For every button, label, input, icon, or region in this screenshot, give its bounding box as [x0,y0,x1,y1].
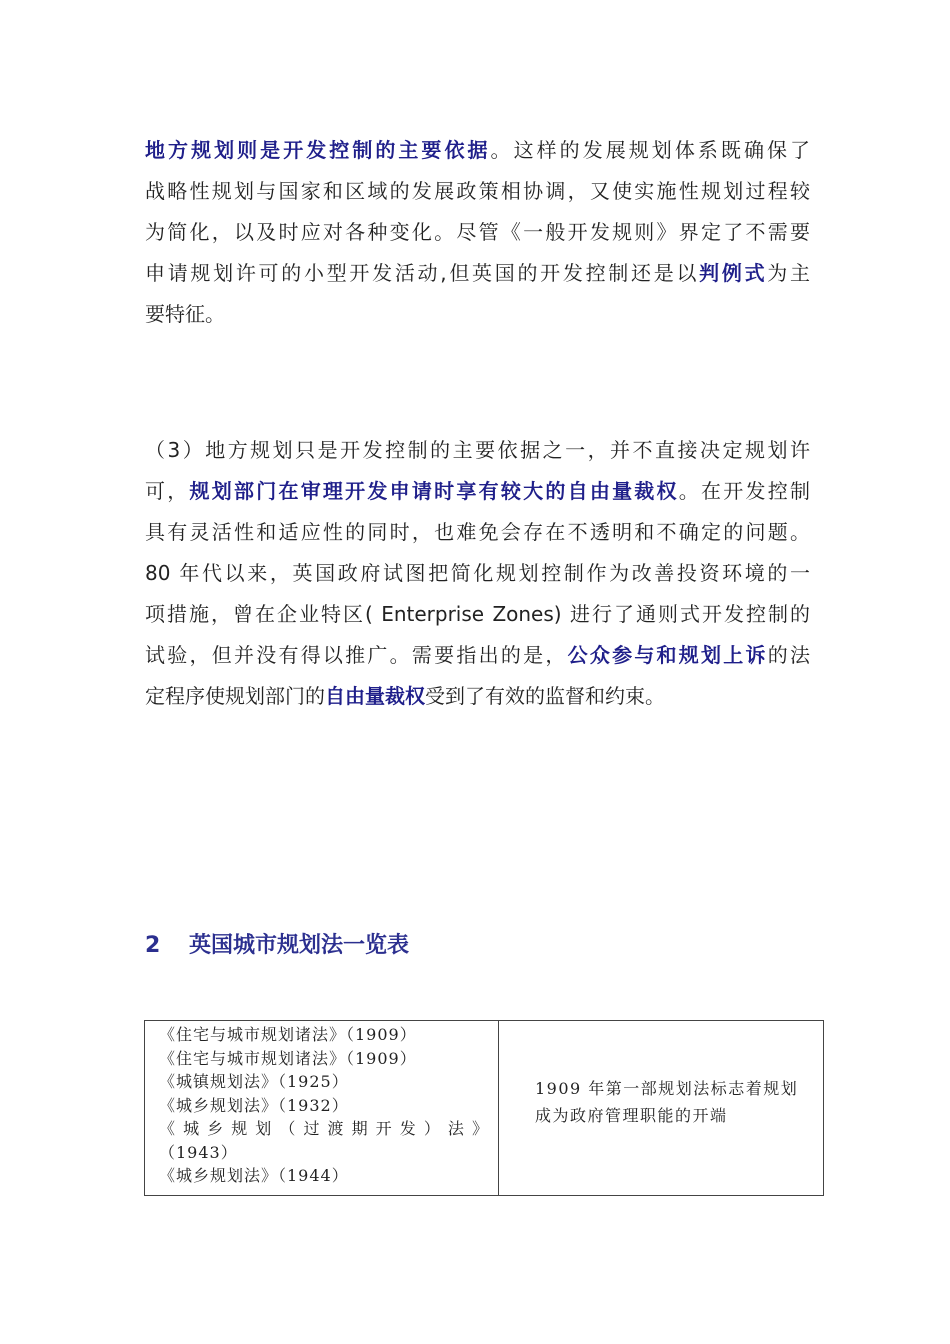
paragraph-1-line-1 [145,130,810,171]
body-text: 具有灵活性和适应性的同时，也难免会存在不透明和不确定的问题。 [145,520,810,544]
law-note: 1909 年第一部规划法标志着规划成为政府管理职能的开端 [535,1079,799,1125]
section-heading [145,928,409,959]
table-row [145,1021,824,1196]
law-item: 《城乡规划（过渡期开发）法》 [159,1119,488,1138]
paragraph-2-line-6 [145,635,810,676]
body-text: 申请规划许可的小型开发活动,但英国的开发控制还是以 [145,261,700,285]
highlight-text: 判例式 [699,261,768,285]
paragraph-2-line-1 [145,430,810,471]
highlight-text: 地方规划则是开发控制的主要依据 [145,138,491,162]
paragraph-1-line-3 [145,212,810,253]
section-number: 2 [145,933,161,958]
body-text: 战略性规划与国家和区域的发展政策相协调，又使实施性规划过程较 [145,179,810,203]
law-item: 《城镇规划法》（1925） [159,1072,349,1091]
law-item: 《城乡规划法》（1944） [159,1166,349,1185]
body-text: 要特征。 [145,302,225,326]
paragraph-1 [145,130,810,335]
law-list-cell [145,1021,499,1196]
body-text: 项措施，曾在企业特区( Enterprise Zones) 进行了通则式开发控制的 [145,602,810,626]
body-text: 为简化，以及时应对各种变化。尽管《一般开发规则》界定了不需要 [145,220,810,244]
law-table [144,1020,824,1196]
paragraph-2-line-2 [145,471,810,512]
body-text: 受到了有效的监督和约束。 [425,684,665,708]
paragraph-1-line-5 [145,294,810,335]
paragraph-2 [145,430,810,717]
highlight-text: 自由量裁权 [325,684,425,708]
highlight-text: 公众参与和规划上诉 [567,643,768,667]
paragraph-2-line-7 [145,676,810,717]
paragraph-1-line-4 [145,253,810,294]
law-item: 《城乡规划法》（1932） [159,1095,349,1115]
paragraph-2-line-4 [145,553,810,594]
body-text: 为主 [767,261,811,285]
paragraph-2-line-3 [145,512,810,553]
body-text: 80 年代以来，英国政府试图把简化规划控制作为改善投资环境的一 [145,561,810,585]
law-item: 《住宅与城市规划诸法》（1909） [159,1025,417,1044]
law-note-cell [499,1021,824,1196]
body-text: 的法 [767,643,811,667]
law-item: 《住宅与城市规划诸法》（1909） [159,1048,417,1068]
section-title: 英国城市规划法一览表 [189,933,410,958]
body-text: 可， [145,479,190,503]
body-text: 定程序使规划部门的 [145,684,325,708]
highlight-text: 规划部门在审理开发申请时享有较大的自由量裁权 [189,479,679,503]
body-text: 。这样的发展规划体系既确保了 [490,138,811,162]
body-text: （3）地方规划只是开发控制的主要依据之一，并不直接决定规划许 [145,438,810,462]
body-text: 试验，但并没有得以推广。需要指出的是， [145,643,568,667]
paragraph-1-line-2 [145,171,810,212]
paragraph-2-line-5 [145,594,810,635]
law-item: （1943） [159,1142,238,1162]
body-text: 。在开发控制 [678,479,811,503]
